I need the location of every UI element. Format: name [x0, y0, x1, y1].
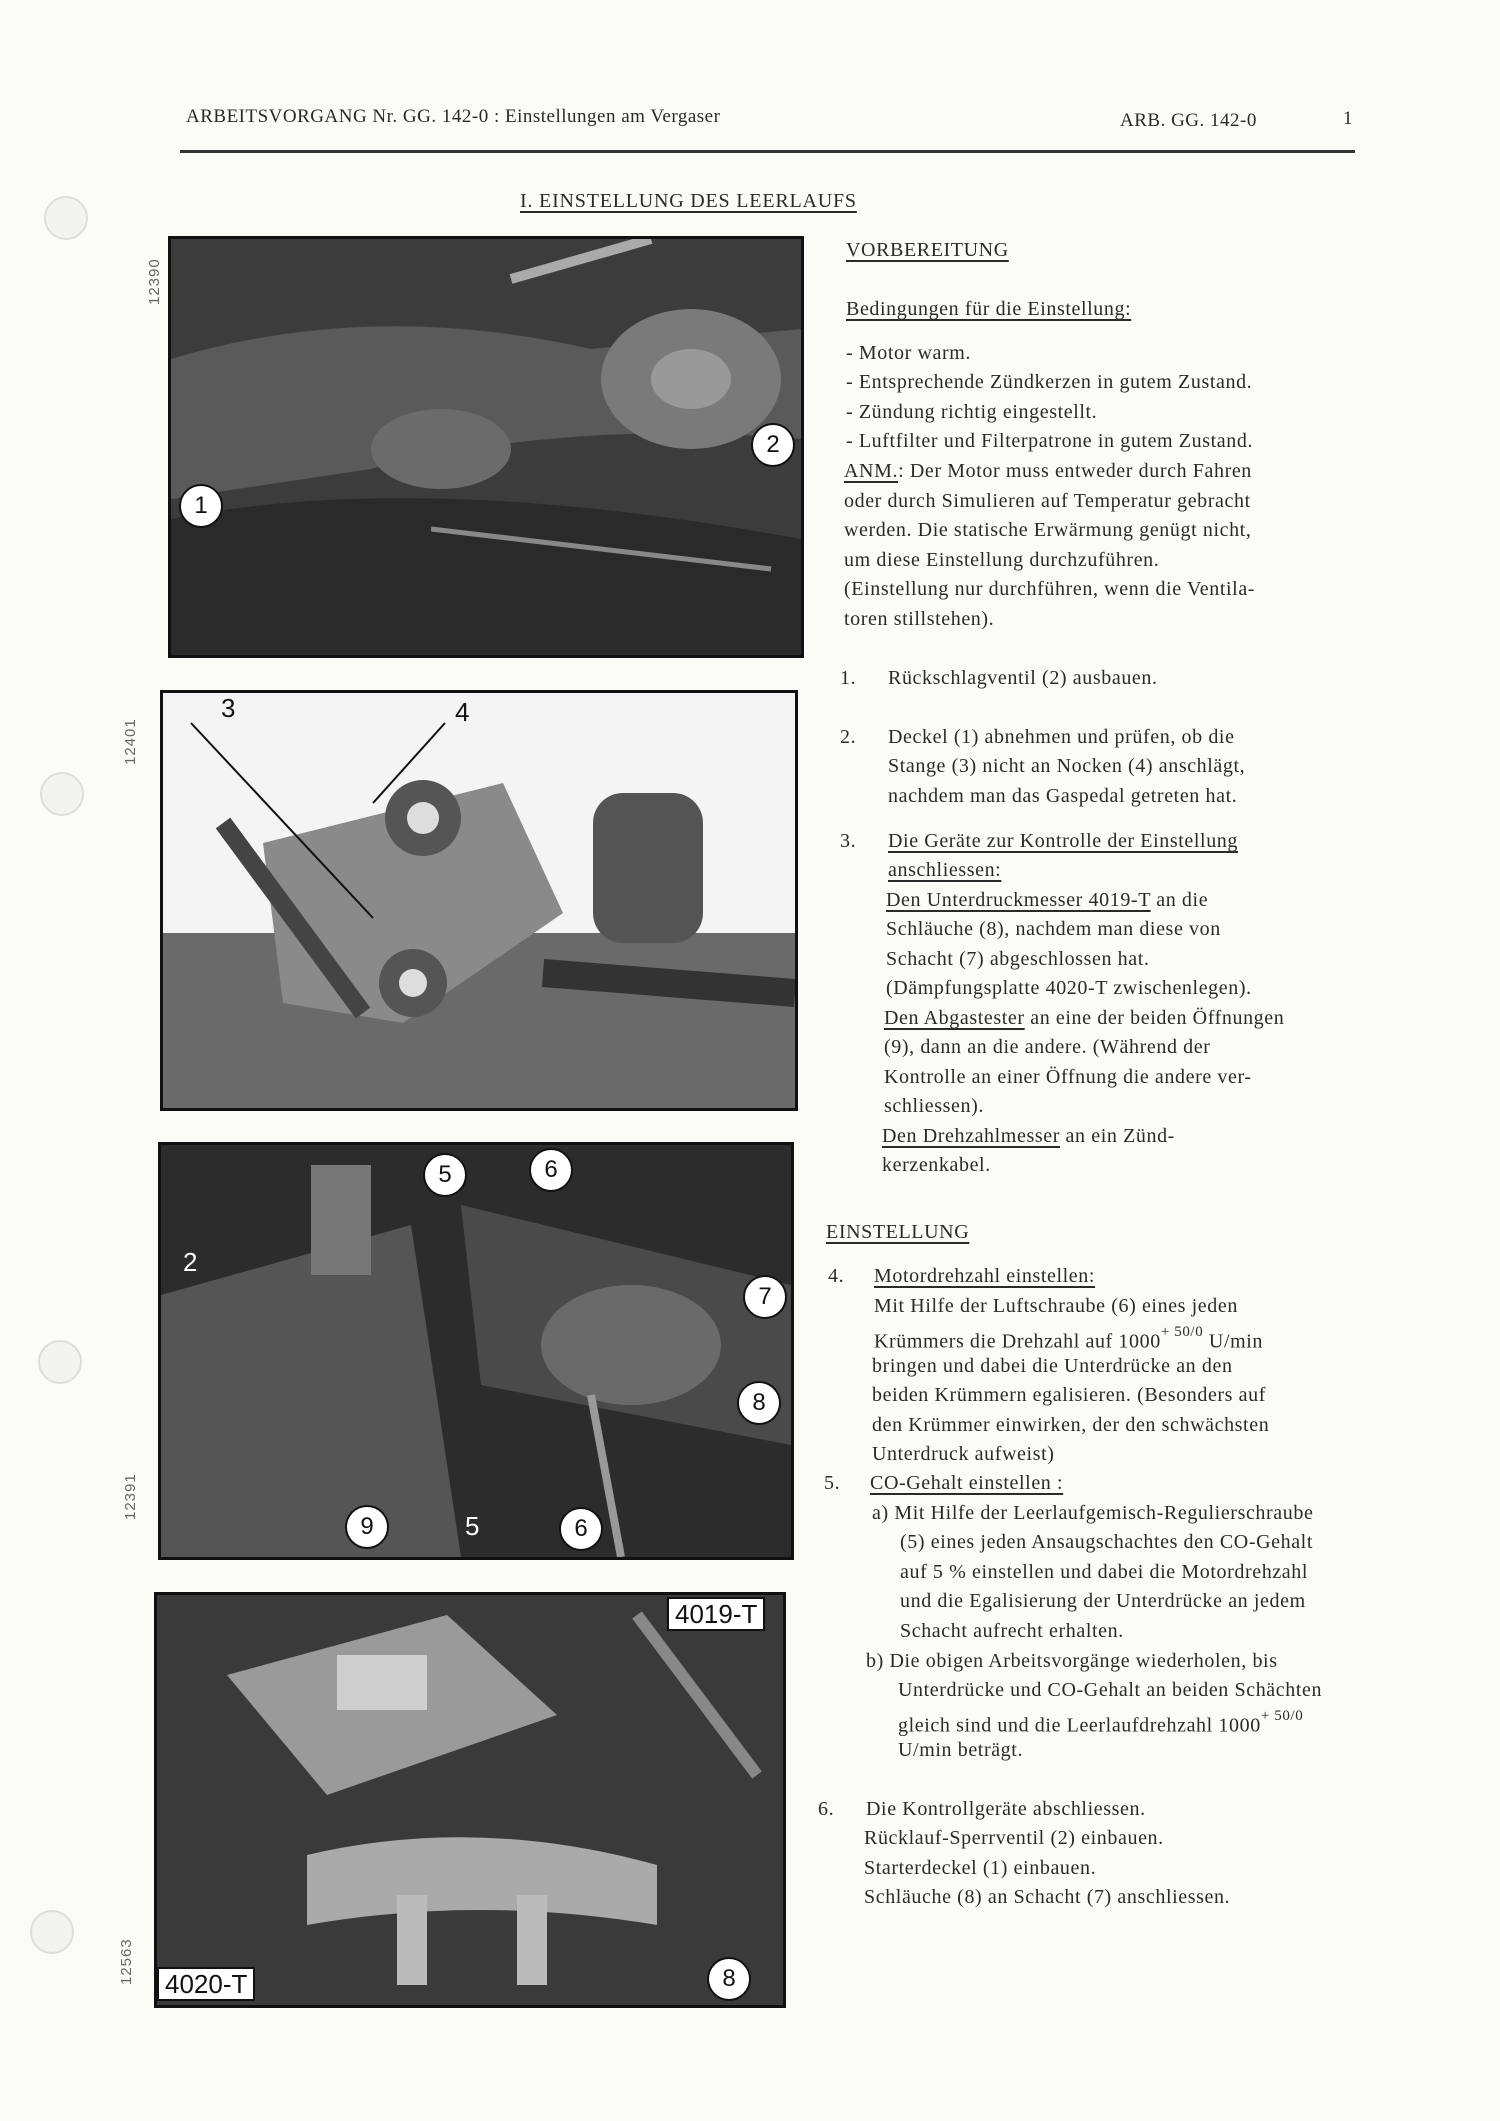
- exhaust-tester-label: Den Abgastester: [884, 1007, 1025, 1029]
- tool-4020-T-label: 4020-T: [157, 1967, 255, 2001]
- step-2-line: nachdem man das Gaspedal getreten hat.: [888, 785, 1238, 807]
- step-3-b-rest: an eine der beiden Öffnungen: [1024, 1007, 1285, 1029]
- step-4-line: beiden Krümmern egalisieren. (Besonders auf: [872, 1384, 1267, 1406]
- step-3-c-line: kerzenkabel.: [882, 1154, 991, 1176]
- step-3-c-line: [882, 1122, 1175, 1152]
- note-line: werden. Die statische Erwärmung genügt nicht,: [844, 519, 1252, 541]
- condition-item: - Entsprechende Zündkerzen in gutem Zustand.: [846, 371, 1253, 393]
- binder-hole: [30, 1910, 74, 1954]
- callout-5: 5: [423, 1153, 467, 1197]
- step-number: 4.: [828, 1265, 845, 1287]
- engine-photo-1: [168, 236, 804, 658]
- step-4-title: Motordrehzahl einstellen:: [874, 1265, 1096, 1287]
- photo-id: 12401: [122, 718, 139, 765]
- vorbereitung-heading: VORBEREITUNG: [846, 239, 1009, 261]
- note-line: toren stillstehen).: [844, 608, 995, 630]
- note-line: (Einstellung nur durchführen, wenn die Ventila-: [844, 578, 1256, 600]
- callout-6: 6: [529, 1148, 573, 1192]
- carburetor-linkage-photo: [160, 690, 798, 1111]
- step-5-b-line: b) Die obigen Arbeitsvorgänge wiederholen, bis: [866, 1650, 1278, 1672]
- callout-7: 7: [743, 1275, 787, 1319]
- step-3-a-line: (Dämpfungsplatte 4020-T zwischenlegen).: [886, 977, 1252, 999]
- step-4-speed-text: Krümmers die Drehzahl auf 1000: [874, 1330, 1161, 1353]
- step-number: 3.: [840, 830, 857, 852]
- binder-hole: [44, 196, 88, 240]
- note-line: um diese Einstellung durchzuführen.: [844, 549, 1160, 571]
- callout-5: 5: [465, 1511, 480, 1541]
- step-3-b-line: (9), dann an die andere. (Während der: [884, 1036, 1211, 1058]
- intake-photo: [158, 1142, 794, 1560]
- callout-8: 8: [707, 1957, 751, 2001]
- step-6-line: Die Kontrollgeräte abschliessen.: [866, 1798, 1146, 1820]
- binder-hole: [40, 772, 84, 816]
- photo-id: 12563: [118, 1938, 135, 1985]
- tool-4019-T-label: 4019-T: [667, 1597, 765, 1631]
- step-5-b-line: U/min beträgt.: [898, 1739, 1024, 1761]
- condition-item: - Motor warm.: [846, 342, 971, 364]
- photo-1-drawing: [171, 239, 801, 655]
- binder-hole: [38, 1340, 82, 1384]
- step-1-text: Rückschlagventil (2) ausbauen.: [888, 667, 1158, 689]
- step-number: 5.: [824, 1472, 841, 1494]
- condition-item: - Luftfilter und Filterpatrone in gutem Zustand.: [846, 430, 1254, 452]
- step-3-a-line: Schacht (7) abgeschlossen hat.: [886, 948, 1150, 970]
- photo-3-drawing: [161, 1145, 791, 1557]
- step-3-c-rest: an ein Zünd-: [1059, 1125, 1175, 1147]
- note-line: [844, 457, 1252, 487]
- callout-4: 4: [455, 697, 470, 727]
- step-4-line: Unterdruck aufweist): [872, 1443, 1055, 1465]
- vacuum-gauge-label: Den Unterdruckmesser 4019-T: [886, 889, 1151, 911]
- step-6-line: Starterdeckel (1) einbauen.: [864, 1857, 1097, 1879]
- step-5-a-line: Schacht aufrecht erhalten.: [900, 1620, 1124, 1642]
- photo-id: 12391: [122, 1473, 139, 1520]
- step-3-a-line: [886, 886, 1208, 916]
- callout-2: 2: [183, 1247, 198, 1277]
- step-5-b-line: Unterdrücke und CO-Gehalt an beiden Schächten: [898, 1679, 1323, 1701]
- step-4-unit: U/min: [1203, 1330, 1264, 1353]
- step-6-line: Rücklauf-Sperrventil (2) einbauen.: [864, 1827, 1164, 1849]
- callout-2: 2: [751, 423, 795, 467]
- step-2-line: Deckel (1) abnehmen und prüfen, ob die: [888, 726, 1235, 748]
- step-number: 1.: [840, 667, 857, 689]
- step-3-b-line: schliessen).: [884, 1095, 984, 1117]
- note-label: ANM.: [844, 460, 899, 482]
- header-rule: [180, 150, 1355, 153]
- einstellung-heading: EINSTELLUNG: [826, 1221, 970, 1243]
- callout-1: 1: [179, 484, 223, 528]
- step-3-b-line: [884, 1004, 1284, 1034]
- step-3-a-rest: an die: [1150, 889, 1209, 911]
- step-2-line: Stange (3) nicht an Nocken (4) anschlägt,: [888, 755, 1246, 777]
- photo-4-drawing: [157, 1595, 783, 2005]
- step-5-a-line: (5) eines jeden Ansaugschachtes den CO-Gehalt: [900, 1531, 1313, 1553]
- photo-2-drawing: [163, 693, 795, 1108]
- step-3-title: Die Geräte zur Kontrolle der Einstellung: [888, 830, 1238, 852]
- step-3-title: anschliessen:: [888, 859, 1002, 881]
- photo-id: 12390: [146, 258, 163, 305]
- step-5-title: CO-Gehalt einstellen :: [870, 1472, 1064, 1494]
- step-5-a-line: und die Egalisierung der Unterdrücke an jedem: [900, 1590, 1306, 1612]
- step-4-line: Mit Hilfe der Luftschraube (6) eines jeden: [874, 1295, 1238, 1317]
- note-line: oder durch Simulieren auf Temperatur gebracht: [844, 490, 1251, 512]
- header-left: ARBEITSVORGANG Nr. GG. 142-0 : Einstellungen am Vergaser: [186, 106, 721, 127]
- vacuum-gauge-photo: [154, 1592, 786, 2008]
- header-ref: ARB. GG. 142-0: [1120, 110, 1257, 131]
- step-6-line: Schläuche (8) an Schacht (7) anschliessen.: [864, 1886, 1231, 1908]
- condition-item: - Zündung richtig eingestellt.: [846, 401, 1098, 423]
- callout-8: 8: [737, 1381, 781, 1425]
- step-3-b-line: Kontrolle an einer Öffnung die andere ver-: [884, 1066, 1252, 1088]
- step-3-a-line: Schläuche (8), nachdem man diese von: [886, 918, 1221, 940]
- step-4-line: den Krümmer einwirken, der den schwächsten: [872, 1414, 1270, 1436]
- step-number: 6.: [818, 1798, 835, 1820]
- step-4-line: bringen und dabei die Unterdrücke an den: [872, 1355, 1233, 1377]
- speed-tolerance: + 50/0: [1260, 1708, 1304, 1724]
- speed-tolerance: + 50/0: [1160, 1324, 1204, 1340]
- conditions-heading: Bedingungen für die Einstellung:: [846, 298, 1132, 320]
- step-number: 2.: [840, 726, 857, 748]
- callout-6: 6: [559, 1507, 603, 1551]
- section-title: I. EINSTELLUNG DES LEERLAUFS: [520, 190, 857, 212]
- note-text: : Der Motor muss entweder durch Fahren: [898, 460, 1252, 482]
- callout-9: 9: [345, 1505, 389, 1549]
- callout-3: 3: [221, 693, 236, 723]
- tachometer-label: Den Drehzahlmesser: [882, 1125, 1060, 1147]
- step-5-a-line: a) Mit Hilfe der Leerlaufgemisch-Regulierschraube: [872, 1502, 1314, 1524]
- page-number: 1: [1343, 108, 1353, 129]
- step-5-speed-text: gleich sind und die Leerlaufdrehzahl 1000: [898, 1714, 1261, 1737]
- step-5-a-line: auf 5 % einstellen und dabei die Motordrehzahl: [900, 1561, 1309, 1583]
